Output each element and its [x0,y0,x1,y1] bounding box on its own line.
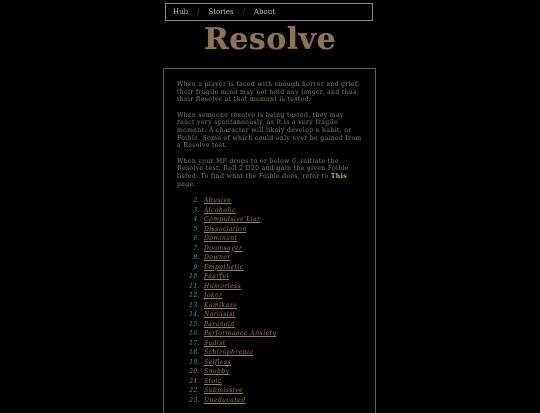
foible-item [177,263,362,273]
foible-link[interactable]: Performance Anxiety [204,330,277,338]
foible-item [177,291,362,301]
foible-link[interactable]: Doomsayer [204,244,243,252]
foible-link[interactable]: Empathetic [204,263,244,271]
foible-item [177,282,362,292]
foible-number: 15. [189,320,200,328]
foible-link[interactable]: Abusive [204,197,232,205]
foible-link[interactable]: Humorless [204,282,242,290]
foible-link[interactable]: Stoic [204,377,222,385]
foible-item [177,234,362,244]
foible-number: 19. [189,358,200,366]
foible-link[interactable]: Compulsive Liar [204,216,261,224]
foible-number: 5. [193,225,200,233]
foible-number: 4. [193,216,200,224]
instructions-text: When your MP drops to or below 0, initiate the Resolve test. Roll 2 D20 and gain the given Foible listed. To find what the Foible does, refer to [177,157,349,180]
foible-item [177,320,362,330]
foible-link[interactable]: Uneducated [204,396,246,404]
foible-item [177,225,362,235]
foible-item [177,301,362,311]
foible-item [177,244,362,254]
foible-item [177,396,362,406]
foible-item [177,339,362,349]
top-nav [165,3,373,21]
foible-link[interactable]: Sadist [204,339,226,347]
nav-separator: / [242,8,245,16]
foible-number: 3. [193,206,200,214]
foible-link[interactable]: Snobby [204,368,230,376]
foible-item [177,386,362,396]
foible-number: 14. [189,311,200,319]
foible-link[interactable]: Paranoid [204,320,235,328]
foible-number: 22. [189,387,200,395]
foible-link[interactable]: Joker [204,292,223,300]
foible-link[interactable]: Narcisist [204,311,236,319]
foible-number: 9. [193,263,200,271]
foible-number: 21. [189,377,200,385]
foible-link[interactable]: Dominant [204,235,238,243]
intro-paragraph: When a player is faced with enough horror and grief, their fragile mind may not hold any longer, and thus, their Resolve at that moment is tested. [177,81,360,104]
foible-link[interactable]: Selfless [204,358,231,366]
foible-number: 11. [189,282,200,290]
foible-item [177,206,362,216]
foible-number: 18. [189,349,200,357]
foible-link[interactable]: Fearful [204,273,229,281]
foible-number: 8. [193,254,200,262]
foible-item [177,196,362,206]
foible-number: 17. [189,339,200,347]
foible-item [177,367,362,377]
foible-number: 23. [189,396,200,404]
nav-link-stories[interactable]: Stories [208,8,234,16]
nav-link-hub[interactable]: Hub [173,8,189,16]
foible-item [177,253,362,263]
foible-item [177,272,362,282]
foible-link[interactable]: Submissive [204,387,243,395]
foible-item [177,358,362,368]
instructions-paragraph [177,158,362,188]
foible-number: 10. [189,273,200,281]
foible-link[interactable]: Dissociation [204,225,247,233]
foible-page-link[interactable]: This [330,172,348,180]
foible-item [177,329,362,339]
foible-number: 6. [193,235,200,243]
foible-link[interactable]: Schizophrenia [204,349,254,357]
instructions-text-end: page. [177,180,196,188]
foible-number: 13. [189,301,200,309]
foible-number: 20. [189,368,200,376]
nav-separator: / [197,8,200,16]
foible-item [177,348,362,358]
foible-link[interactable]: Alcoholic [204,206,236,214]
foible-number: 7. [193,244,200,252]
foible-item [177,310,362,320]
foible-number: 2. [193,197,200,205]
foible-number: 16. [189,330,200,338]
foible-item [177,377,362,387]
foible-link[interactable]: Kamikaze [204,301,238,309]
nav-link-about[interactable]: About [253,8,276,16]
foible-link[interactable]: Downer [204,254,231,262]
site-logo: Resolve [203,22,337,57]
foible-list [177,196,362,405]
resolve-test-paragraph: When someone resolve is being tested, they may react very spontaneously, as it is a very fragile moment. A character will likely develop a habit, or Foible. Some of which could only ever be gained from a Resolve test. [177,111,362,150]
foible-number: 12. [189,292,200,300]
content-panel [163,68,376,413]
foible-item [177,215,362,225]
